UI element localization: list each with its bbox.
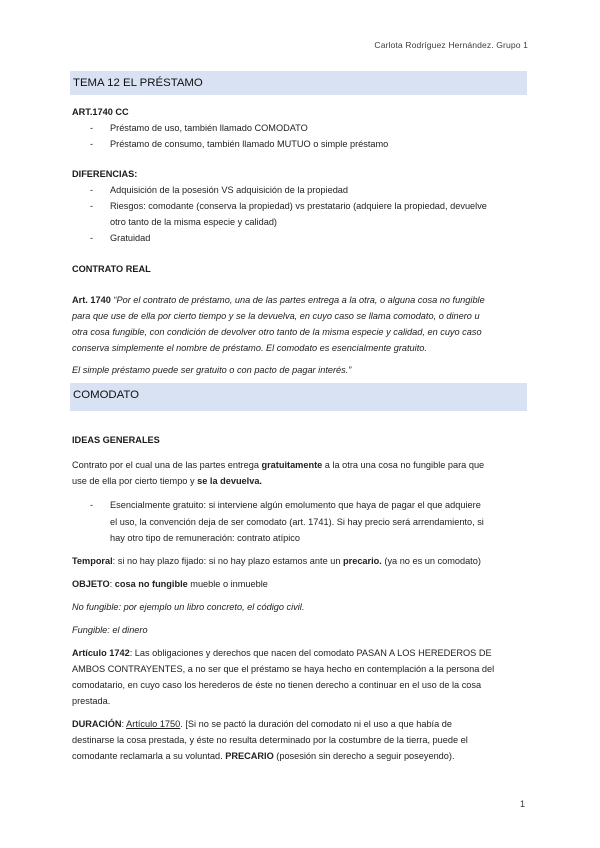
list-item-continuation: el uso, la convención deja de ser comodato (art. 1741). Si hay precio será arrendamiento, si [110, 517, 484, 527]
paragraph-line: Artículo 1742: Las obligaciones y derechos que nacen del comodato PASAN A LOS HEREDEROS DE [72, 648, 492, 658]
paragraph-line: DURACIÓN: Artículo 1750. [Si no se pactó la duración del comodato ni el uso a que había de [72, 719, 452, 729]
paragraph-line: comodante reclamarla a su voluntad. PRECARIO (posesión sin derecho a seguir poseyendo). [72, 751, 455, 761]
quote-line: otra cosa fungible, con condición de devolver otro tanto de la misma especie y calidad, en cuyo caso [72, 327, 482, 337]
quote-line: conserva simplemente el nombre de préstamo. El comodato es esencialmente gratuito. [72, 343, 427, 353]
paragraph-fungible: Fungible: el dinero [72, 625, 148, 635]
page-number: 1 [520, 799, 526, 809]
page-header-author: Carlota Rodríguez Hernández. Grupo 1 [374, 40, 528, 50]
quote-line: para que use de ella por cierto tiempo y se la devuelva, en cuyo caso se llama comodato, o dinero u [72, 311, 480, 321]
paragraph-line: prestada. [72, 696, 111, 706]
paragraph-line: use de ella por cierto tiempo y se la devuelva. [72, 476, 262, 486]
paragraph-no-fungible: No fungible: por ejemplo un libro concreto, el código civil. [72, 602, 305, 612]
section-title-tema: TEMA 12 EL PRÉSTAMO [73, 77, 203, 89]
heading-contrato-real: CONTRATO REAL [72, 264, 151, 274]
paragraph-objeto: OBJETO: cosa no fungible mueble o inmueble [72, 579, 268, 589]
paragraph-line: destinarse la cosa prestada, y éste no resulta determinado por la costumbre de la tierra, puede el [72, 735, 468, 745]
list-item-continuation: otro tanto de la misma especie y calidad) [110, 217, 277, 227]
paragraph-temporal: Temporal: si no hay plazo fijado: si no hay plazo estamos ante un precario. (ya no es un comodato) [72, 556, 481, 566]
heading-ideas-generales: IDEAS GENERALES [72, 435, 160, 445]
section-title-comodato: COMODATO [73, 389, 140, 401]
section-band-tema [70, 71, 527, 95]
paragraph-line: comodatario, en cuyo caso los herederos de éste no tienen derecho a continuar en el uso de la cosa [72, 680, 482, 690]
paragraph-line: AMBOS CONTRAYENTES, a no ser que el préstamo se haya hecho en contemplación a la persona del [72, 664, 495, 674]
heading-diferencias: DIFERENCIAS: [72, 169, 138, 179]
heading-art1740: ART.1740 CC [72, 107, 129, 117]
quote-line: Art. 1740 “Por el contrato de préstamo, una de las partes entrega a la otra, o alguna cosa no fungible [72, 295, 485, 305]
quote-line: El simple préstamo puede ser gratuito o con pacto de pagar interés.” [72, 365, 352, 375]
article-label: Art. 1740 [72, 295, 111, 305]
paragraph-line: Contrato por el cual una de las partes entrega gratuitamente a la otra una cosa no fungible para que [72, 460, 485, 470]
list-item-continuation: hay otro tipo de remuneración: contrato atípico [110, 533, 300, 543]
section-band-comodato [70, 383, 527, 411]
document-page: Carlota Rodríguez Hernández. Grupo 1 TEMA 12 EL PRÉSTAMO ART.1740 CC - Préstamo de uso, también llamado COMODATO - Préstamo de consumo, también llamado MUTUO o simple préstamo DIFERENCIAS: - Adquisición de la posesión VS adquisición de la propiedad - Riesgos: comodante (conserva la propiedad) vs prestatario (adquiere la propiedad, devuelve otro tanto de la misma especie y calidad) - Gratuidad CONTRATO REAL Art. 1740 “Por el contrato de préstamo, una de las partes entrega a la otra, o alguna cosa no fungible para que use de ella por cierto tiempo y se la devuelva, en cuyo caso se llama comodato, o dinero u otra cosa fungible, con condición de devolver otro tanto de la misma especie y calidad, en cuyo caso conserva simplemente el nombre de préstamo. El comodato es esencialmente gratuito. El simple préstamo puede ser gratuito o con pacto de pagar interés.” COMODATO IDEAS GENERALES Contrato por el cual una de las partes entrega gratuitamente a la otra una cosa no fungible para que use de ella por cierto tiempo y se la devuelva. - Esencialmente gratuito: si interviene algún emolumento que haya de pagar el que adquiere el uso, la convención deja de ser comodato (art. 1741). Si hay precio será arrendamiento, si hay otro tipo de remuneración: contrato atípico Temporal: si no hay plazo fijado: si no hay plazo estamos ante un precario. (ya no es un comodato) OBJETO: cosa no fungible mueble o inmueble No fungible: por ejemplo un libro concreto, el código civil. Fungible: el dinero Artículo 1742: Las obligaciones y derechos que nacen del comodato PASAN A LOS HEREDEROS DE AMBOS CONTRAYENTES, a no ser que el préstamo se haya hecho en contemplación a la persona del comodatario, en cuyo caso los herederos de éste no tienen derecho a continuar en el uso de la cosa prestada. DURACIÓN: Artículo 1750. [Si no se pactó la duración del comodato ni el uso a que había de destinarse la cosa prestada, y éste no resulta determinado por la costumbre de la tierra, puede el comodante reclamarla a su voluntad. PRECARIO (posesión sin derecho a seguir poseyendo). 1 [0, 0, 600, 848]
